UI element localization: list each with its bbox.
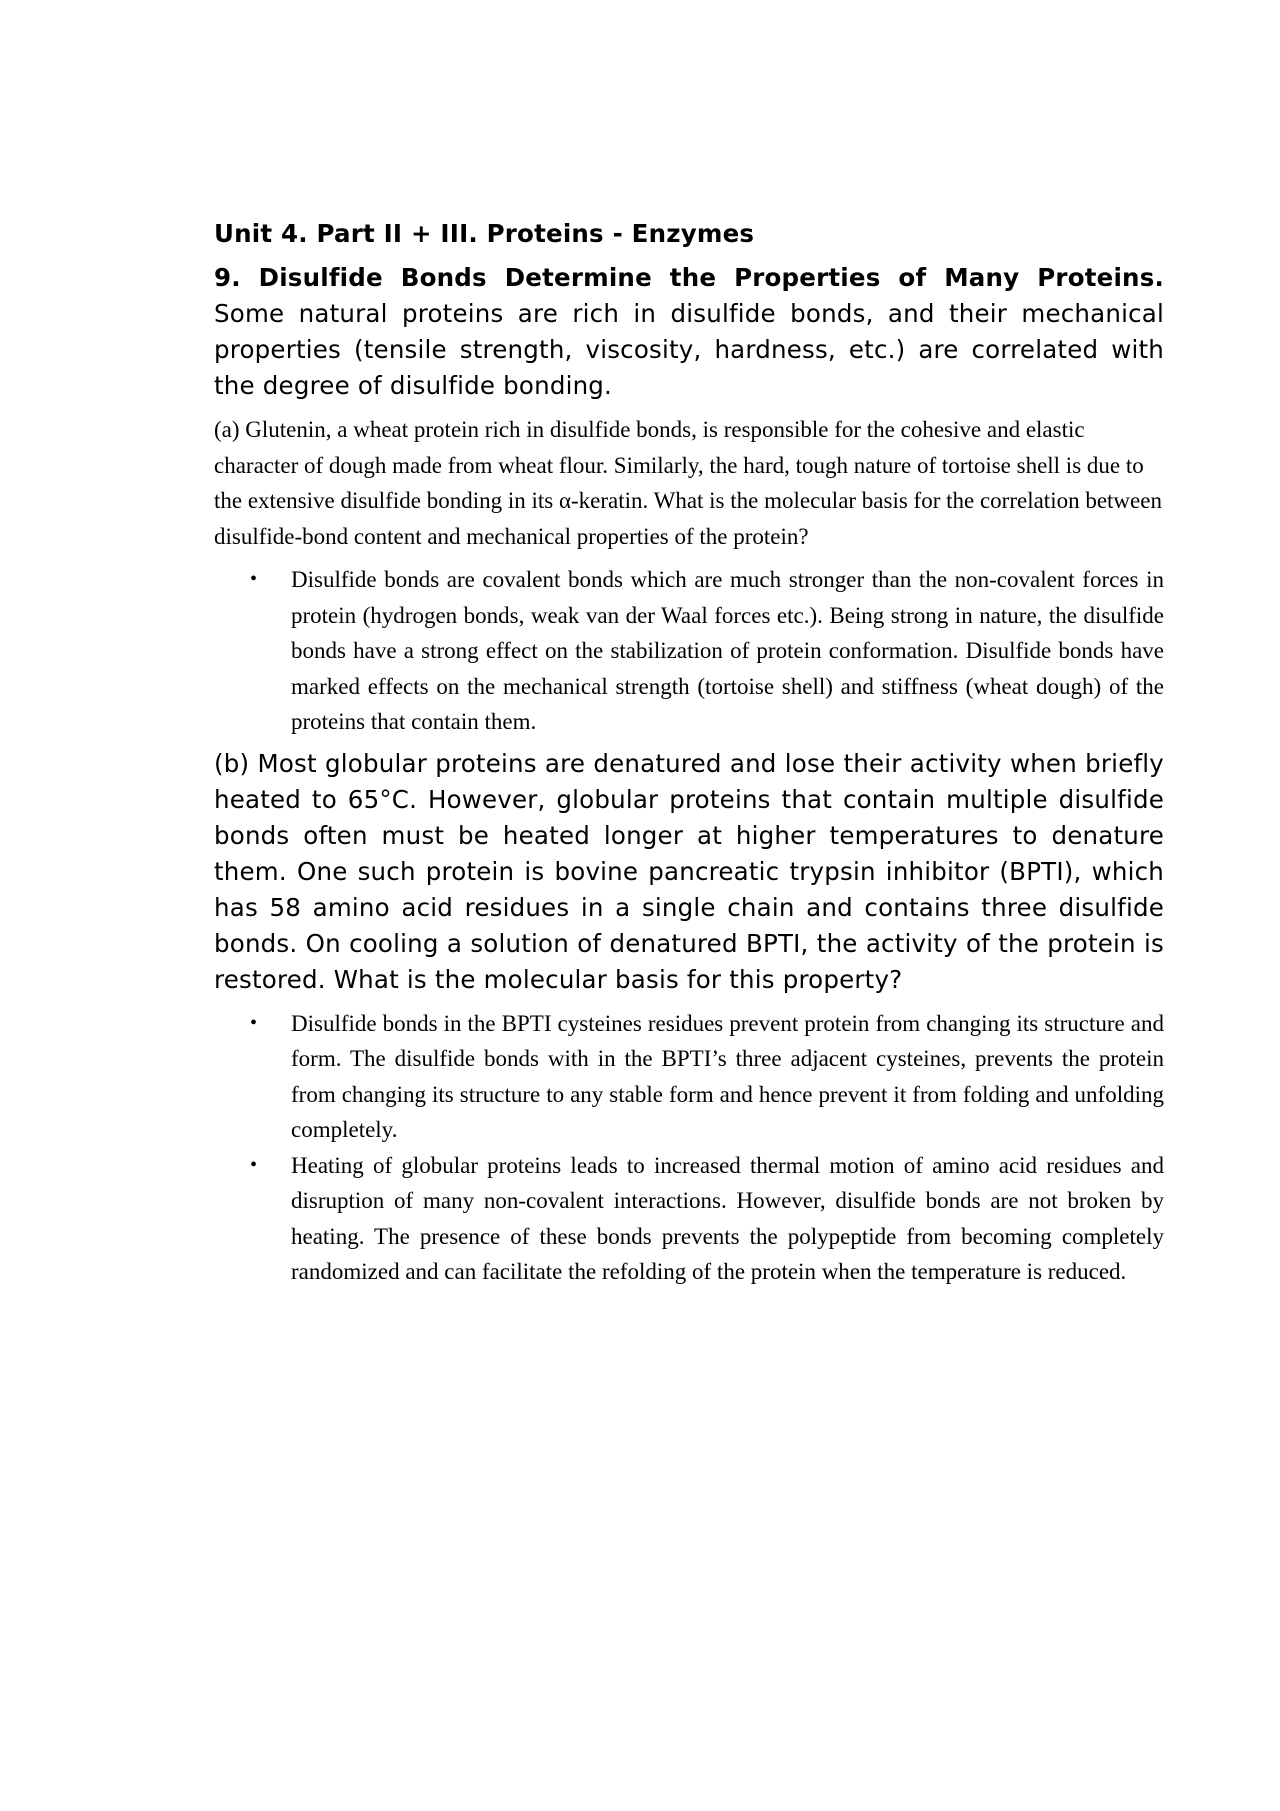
bullet-icon: • (250, 568, 258, 590)
part-a-answer-list (214, 562, 1164, 740)
question-intro-text: Some natural proteins are rich in disulfide bonds, and their mechanical properties (tensile strength, viscosity, hardness, etc.) are correlated with the degree of disulfide bonding. (214, 299, 1164, 400)
part-b-question: (b) Most globular proteins are denatured and lose their activity when briefly heated to 65°C. However, globular proteins that contain multiple disulfide bonds often must be heated longer at higher temperatures to denature them. One such protein is bovine pancreatic trypsin inhibitor (BPTI), which has 58 amino acid residues in a single chain and contains three disulfide bonds. On cooling a solution of denatured BPTI, the activity of the protein is restored. What is the molecular basis for this property? (214, 748, 1164, 994)
part-b-answer-list (214, 1006, 1164, 1290)
list-item (214, 562, 1164, 740)
list-item (214, 1148, 1164, 1290)
list-item (214, 1006, 1164, 1148)
bullet-icon: • (250, 1011, 258, 1034)
answer-text: Disulfide bonds are covalent bonds which are much stronger than the non-covalent forces in protein (hydrogen bonds, weak van der Waal forces etc.). Being strong in nature, the disulfide bonds have a strong effect on the stabilization of protein conformation. Disulfide bonds have marked effects on the mechanical strength (tortoise shell) and stiffness (wheat dough) of the proteins that contain them. (291, 567, 1164, 734)
unit-heading: Unit 4. Part II + III. Proteins - Enzymes (214, 219, 755, 248)
question-intro (214, 260, 1164, 404)
document-page (214, 216, 1164, 1296)
question-title: 9. Disulfide Bonds Determine the Properties of Many Proteins. (214, 263, 1164, 292)
part-a-question: (a) Glutenin, a wheat protein rich in disulfide bonds, is responsible for the cohesive and elastic character of dough made from wheat flour. Similarly, the hard, tough nature of tortoise shell is due to the extensive disulfide bonding in its α-keratin. What is the molecular basis for the correlation between disulfide-bond content and mechanical properties of the protein? (214, 417, 1162, 549)
answer-text: Heating of globular proteins leads to increased thermal motion of amino acid residues and disruption of many non-covalent interactions. However, disulfide bonds are not broken by heating. The presence of these bonds prevents the polypeptide from becoming completely randomized and can facilitate the refolding of the protein when the temperature is reduced. (291, 1152, 1164, 1284)
answer-text: Disulfide bonds in the BPTI cysteines residues prevent protein from changing its structure and form. The disulfide bonds with in the BPTI’s three adjacent cysteines, prevents the protein from changing its structure to any stable form and hence prevent it from folding and unfolding completely. (291, 1010, 1164, 1142)
bullet-icon: • (250, 1153, 258, 1176)
